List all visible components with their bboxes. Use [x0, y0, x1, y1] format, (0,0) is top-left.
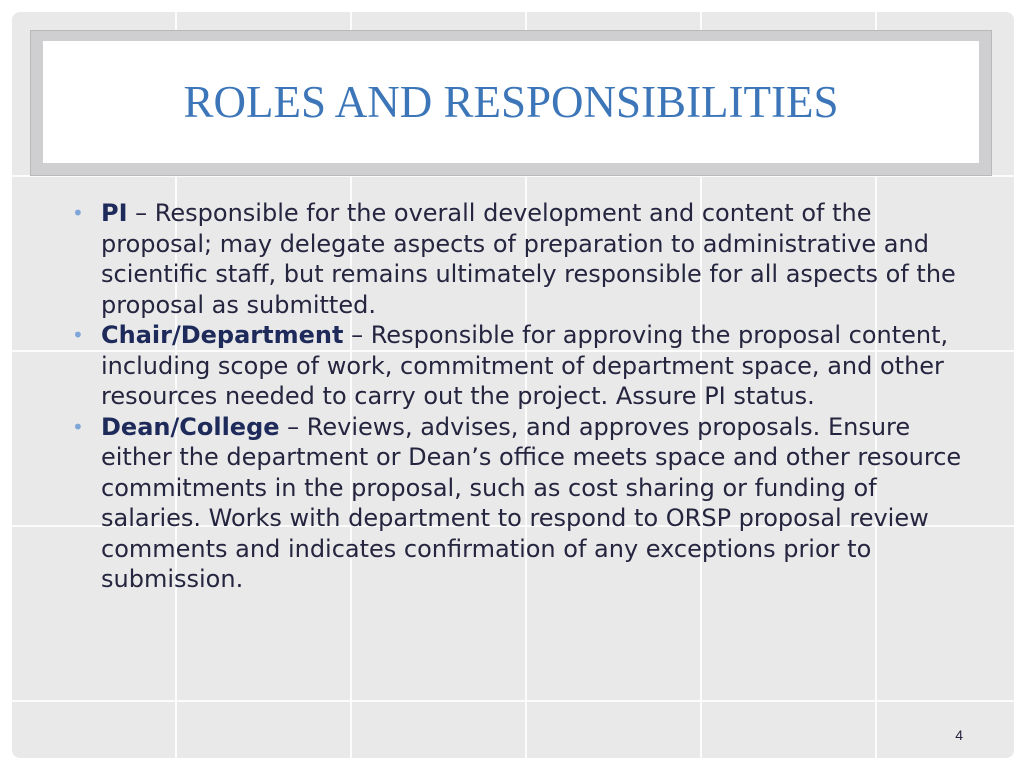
bullet-term: Chair/Department — [101, 321, 344, 349]
slide — [12, 12, 1014, 758]
bullet-item-pi — [72, 198, 972, 320]
bullet-icon: • — [72, 323, 84, 347]
bullet-item-dean-college — [72, 412, 972, 595]
bullet-text: – Reviews, advises, and approves proposals. Ensure either the department or Dean’s office meets space and other resource commitments in the proposal, such as cost sharing or funding of salaries. Works with department to respond to ORSP proposal review comments and indicates confirmation of any exceptions prior to submission. — [101, 412, 962, 593]
page-number: 4 — [955, 727, 963, 743]
slide-title: ROLES AND RESPONSIBILITIES — [183, 77, 839, 127]
bullet-list — [72, 198, 972, 595]
title-frame — [30, 30, 992, 176]
bullet-icon: • — [72, 414, 84, 439]
bullet-term: PI — [101, 199, 128, 227]
title-box — [43, 41, 979, 163]
bullet-item-chair-department — [72, 320, 972, 412]
bullet-icon: • — [72, 201, 84, 225]
bullet-term: Dean/College — [101, 412, 280, 441]
bullet-text: – Responsible for approving the proposal content, including scope of work, commitment of department space, and other resources needed to carry out the project. Assure PI status. — [101, 321, 949, 410]
bullet-text: – Responsible for the overall development and content of the proposal; may delegate aspects of preparation to administrative and scientific staff, but remains ultimately responsible for all aspects of the proposal as submitted. — [101, 199, 956, 319]
